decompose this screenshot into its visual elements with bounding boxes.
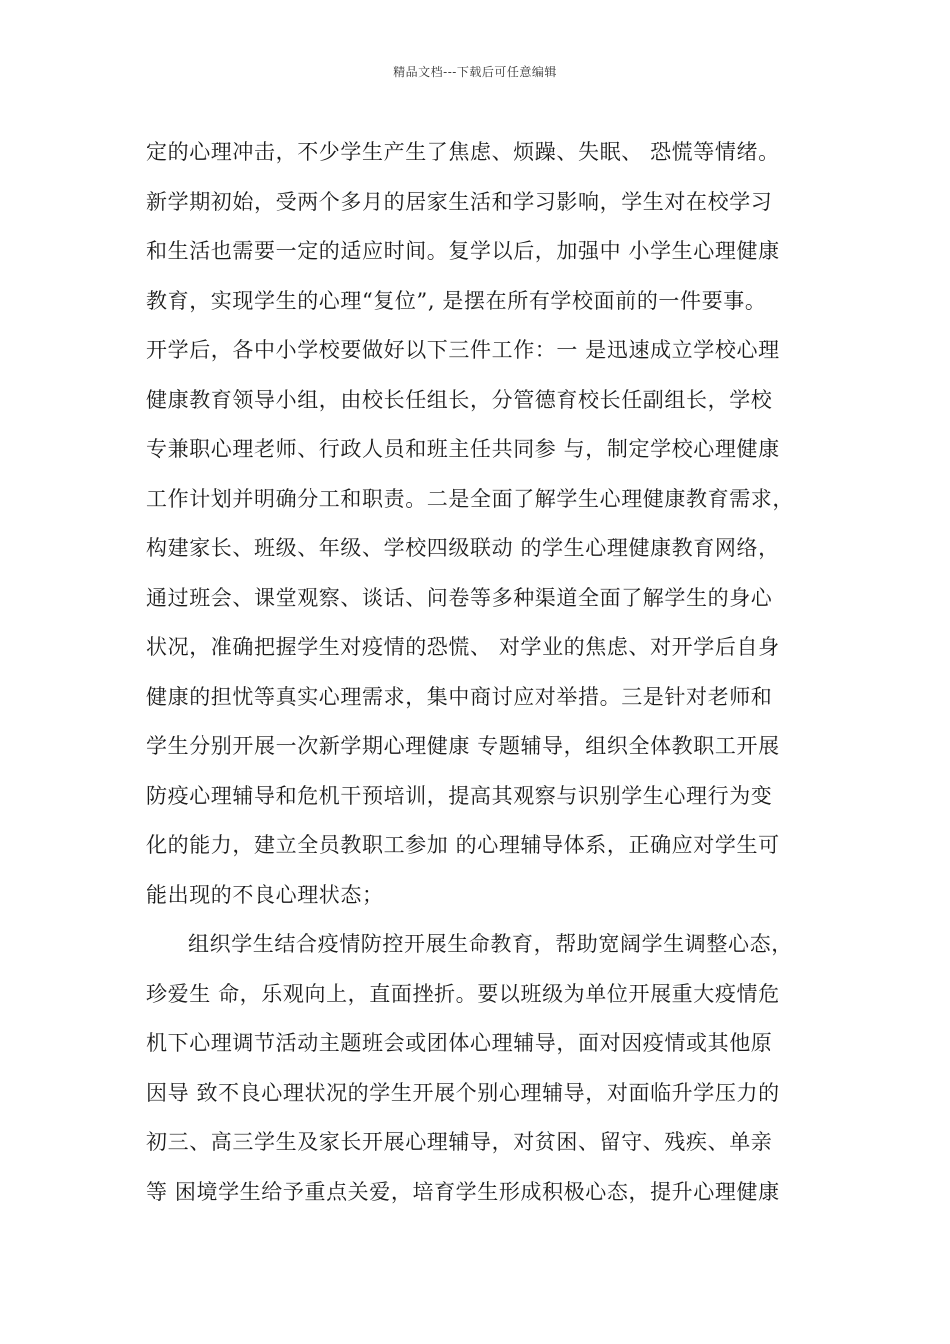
body-text — [146, 128, 836, 1217]
text-line: 新学期初始，受两个多月的居家生活和学习影响，学生对在校学习 — [146, 189, 773, 214]
text-line: 状况，准确把握学生对疫情的恐慌、 对学业的焦虑、对开学后自身 — [146, 635, 780, 659]
text-line: 化的能力，建立全员教职工参加 的心理辅导体系，正确应对学生可 — [146, 833, 780, 857]
text-line: 机下心理调节活动主题班会或团体心理辅导，面对因疫情或其他原 — [146, 1031, 773, 1055]
text-line: 工作计划并明确分工和职责。二是全面了解学生心理健康教育需求， — [146, 486, 794, 511]
paragraph — [146, 920, 836, 1217]
text-line: 定的心理冲击，不少学生产生了焦虑、烦躁、失眠、 恐慌等情绪。 — [146, 140, 780, 164]
text-line: 开学后，各中小学校要做好以下三件工作：一 是迅速成立学校心理 — [146, 338, 780, 362]
text-line: 和生活也需要一定的适应时间。复学以后，加强中 小学生心理健康 — [146, 239, 780, 263]
text-line: 教育，实现学生的心理“复位”, 是摆在所有学校面前的一件要事。 — [146, 288, 767, 313]
text-line: 专兼职心理老师、行政人员和班主任共同参 与，制定学校心理健康 — [146, 437, 780, 461]
paragraph — [146, 128, 836, 920]
text-line: 因导 致不良心理状况的学生开展个别心理辅导，对面临升学压力的 — [146, 1080, 780, 1105]
text-line: 初三、高三学生及家长开展心理辅导，对贫困、留守、残疾、单亲 — [146, 1130, 773, 1154]
text-line: 健康的担忧等真实心理需求，集中商讨应对举措。三是针对老师和 — [146, 684, 773, 709]
text-line: 构建家长、班级、年级、学校四级联动 的学生心理健康教育网络， — [146, 536, 780, 560]
text-line: 防疫心理辅导和危机干预培训，提高其观察与识别学生心理行为变 — [146, 783, 773, 808]
text-line: 珍爱生 命，乐观向上，直面挫折。要以班级为单位开展重大疫情危 — [146, 981, 780, 1006]
text-line: 组织学生结合疫情防控开展生命教育，帮助宽阔学生调整心态， — [188, 932, 793, 956]
text-line: 学生分别开展一次新学期心理健康 专题辅导，组织全体教职工开展 — [146, 734, 780, 758]
text-line: 等 困境学生给予重点关爱，培育学生形成积极心态，提升心理健康 — [146, 1179, 780, 1204]
text-line: 能出现的不良心理状态； — [146, 882, 384, 907]
text-line: 通过班会、课堂观察、谈话、问卷等多种渠道全面了解学生的身心 — [146, 585, 773, 610]
text-line: 健康教育领导小组，由校长任组长，分管德育校长任副组长，学校 — [146, 387, 773, 412]
page-header: 精品文档---下载后可任意编辑 — [393, 65, 557, 79]
